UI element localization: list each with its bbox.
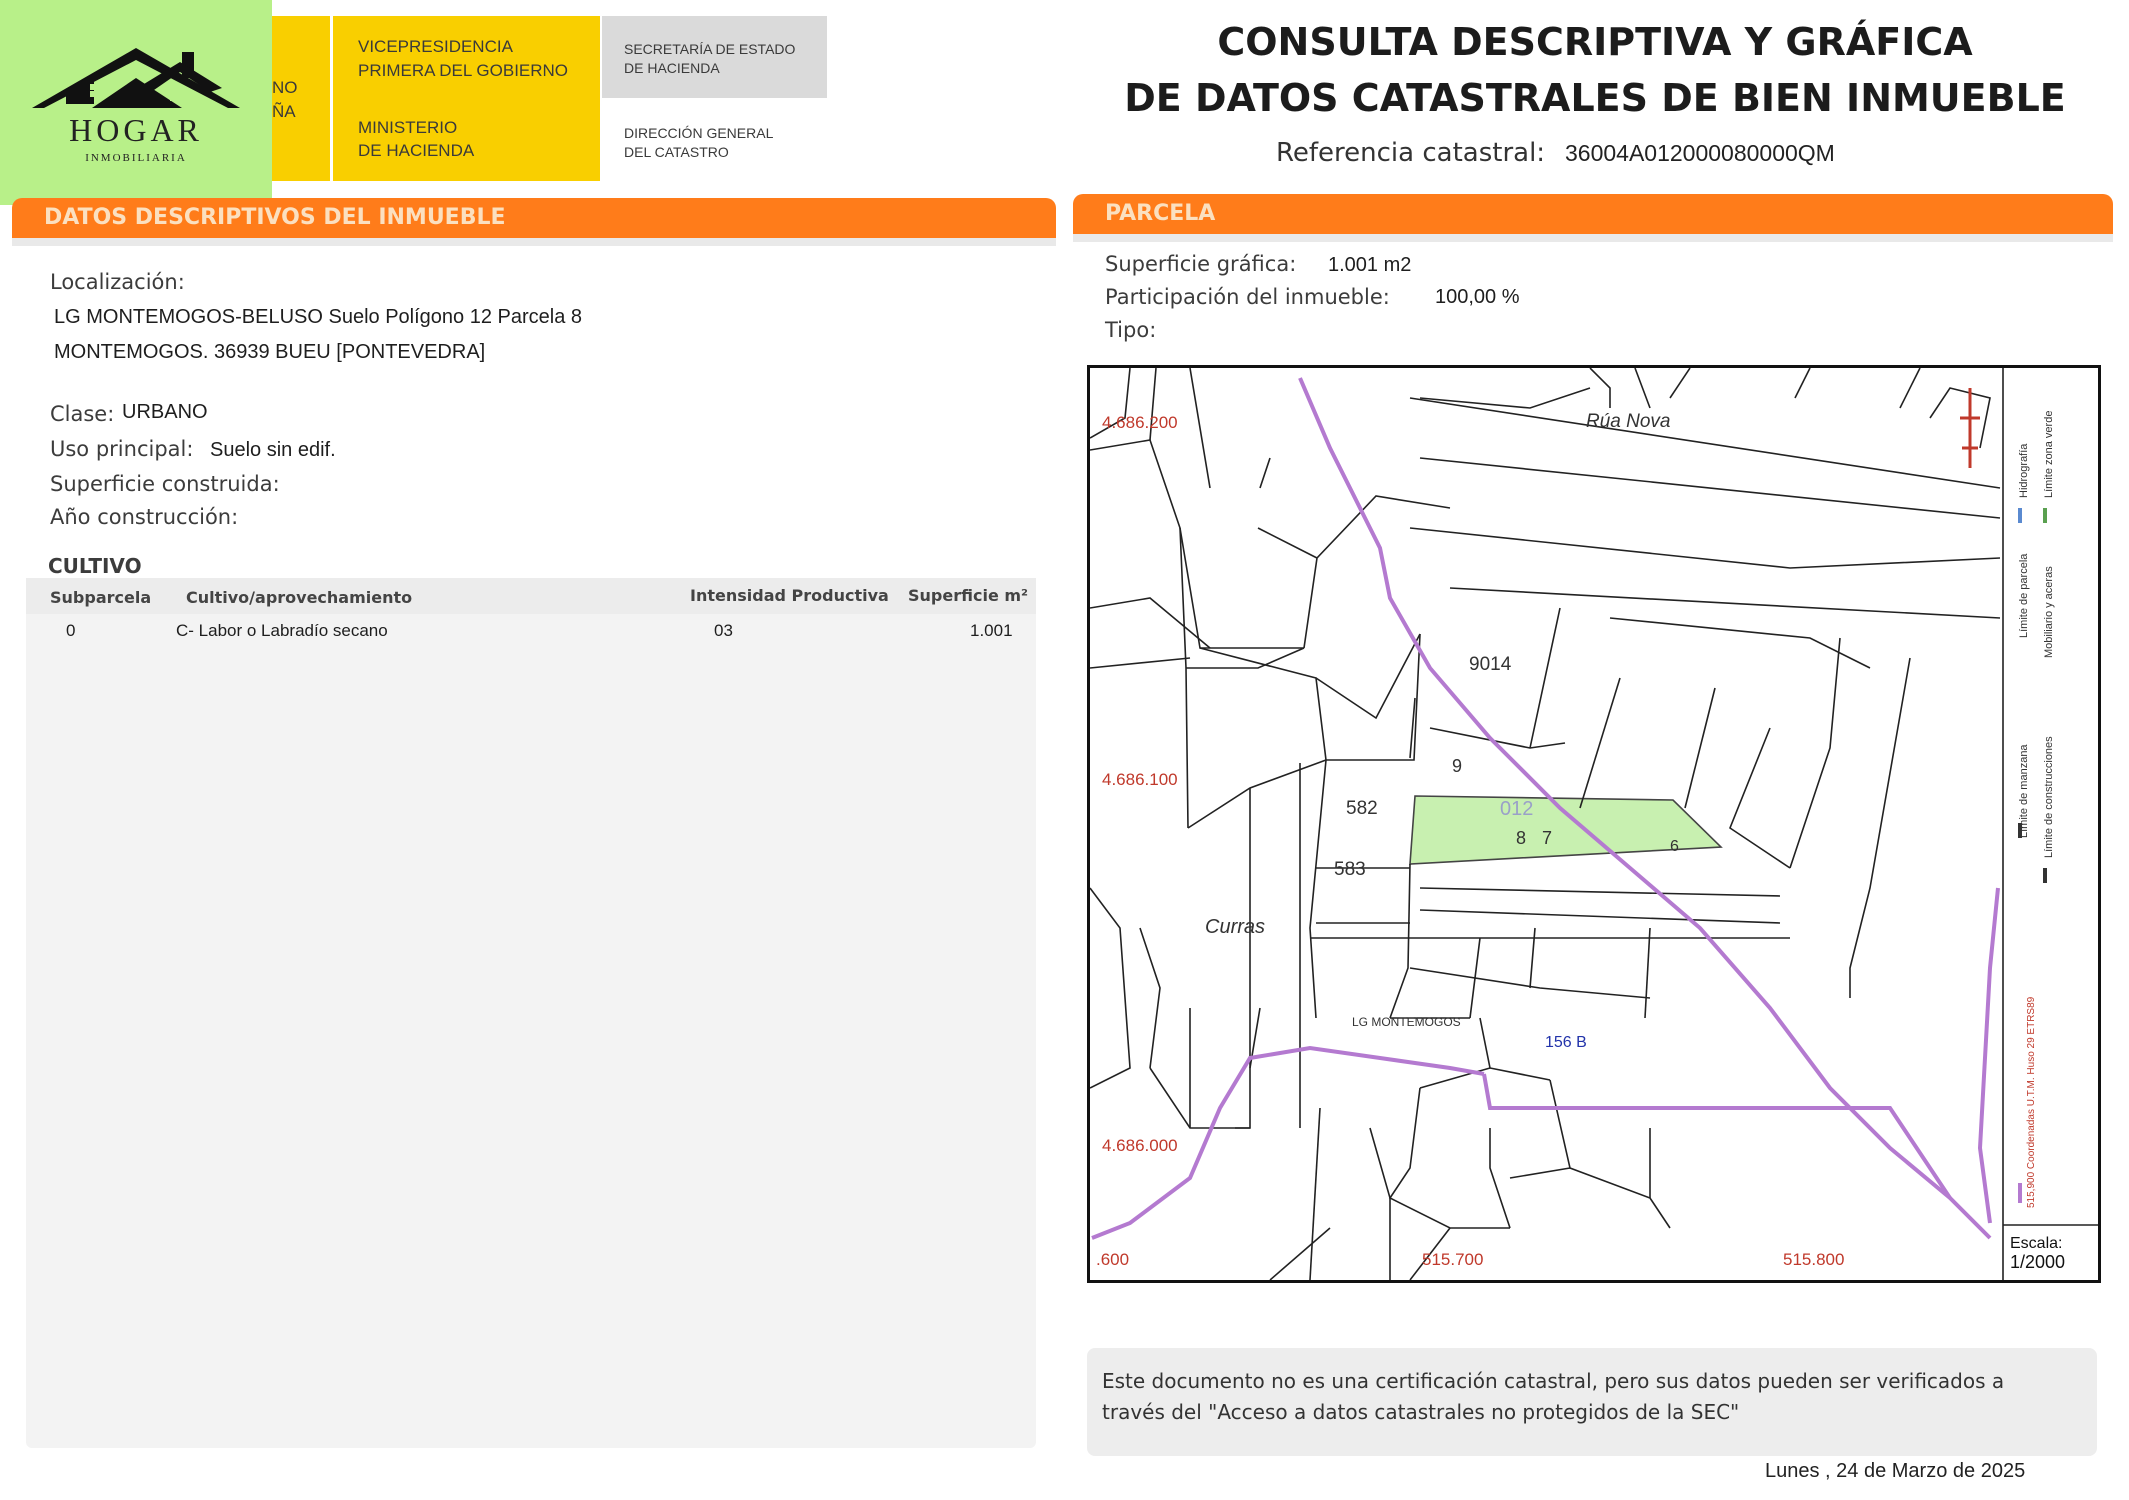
map-parcel-6: 6 [1670, 838, 1679, 855]
participacion-label: Participación del inmueble: [1105, 285, 1390, 309]
cell-intensidad: 03 [714, 621, 733, 640]
anio-construccion-label: Año construcción: [50, 505, 239, 529]
map-parcel-8: 8 [1516, 828, 1527, 848]
coords-note-text: 515,900 Coordenadas U.T.M. Huso 29 ETRS89 [2026, 996, 2037, 1208]
vicepresidencia-line2: PRIMERA DEL GOBIERNO [358, 61, 569, 80]
cell-subparcela: 0 [66, 621, 76, 640]
map-coord-x3: 515.800 [1783, 1250, 1845, 1269]
map-scale-value: 1/2000 [2010, 1252, 2066, 1272]
uso-principal-value: Suelo sin edif. [210, 439, 336, 461]
ref-catastral-label: Referencia catastral: [1276, 138, 1546, 168]
gov-partial-line2: ÑA [272, 102, 296, 121]
gov-partial-line1: NO [272, 78, 298, 97]
direccion-line1: DIRECCIÓN GENERAL [624, 125, 774, 141]
descriptivos-header-shadow [12, 238, 1056, 246]
col-subparcela: Subparcela [50, 588, 152, 607]
tipo-label: Tipo: [1105, 318, 1157, 342]
legend-construcciones: Límite de construcciones [2043, 736, 2055, 858]
map-coord-x1: .600 [1096, 1250, 1130, 1269]
superficie-construida-label: Superficie construida: [50, 472, 280, 496]
localizacion-label: Localización: [50, 270, 185, 294]
clase-label: Clase: [50, 402, 115, 426]
map-coord-x2: 515.700 [1422, 1250, 1484, 1269]
map-drawing [1090, 368, 2098, 1280]
disclaimer-line2: través del "Acceso a datos catastrales no protegidos de la SEC" [1102, 1400, 1740, 1424]
localizacion-line2: MONTEMOGOS. 36939 BUEU [PONTEVEDRA] [54, 341, 486, 363]
map-place-montemogos: LG MONTEMOGOS [1352, 1015, 1461, 1029]
ministerio-line2: DE HACIENDA [358, 141, 475, 160]
legend-zona-verde: Límite zona verde [2043, 410, 2055, 498]
map-parcel-9014: 9014 [1469, 654, 1512, 675]
logo-subtitle: INMOBILIARIA [85, 152, 187, 164]
secretaria-line1: SECRETARÍA DE ESTADO [624, 41, 796, 57]
disclaimer-text [1102, 1366, 2062, 1428]
localizacion-line1: LG MONTEMOGOS-BELUSO Suelo Polígono 12 Parcela 8 [54, 306, 582, 328]
disclaimer-line1: Este documento no es una certificación catastral, pero sus datos pueden ser verificados a [1102, 1369, 2005, 1393]
direccion-line2: DEL CATASTRO [624, 144, 729, 160]
map-scale-label: Escala: [2010, 1235, 2063, 1252]
ref-catastral-value: 36004A012000080000QM [1565, 140, 1835, 166]
ministerio-line1: MINISTERIO [358, 118, 458, 137]
cell-cultivo: C- Labor o Labradío secano [176, 621, 388, 640]
legend-mobiliario: Mobiliario y aceras [2043, 566, 2055, 658]
col-cultivo: Cultivo/aprovechamiento [186, 588, 413, 607]
cadastral-map [1087, 365, 2101, 1283]
map-road-label: 156 B [1545, 1034, 1587, 1051]
descriptivos-header [12, 198, 1056, 238]
vicepresidencia-line1: VICEPRESIDENCIA [358, 37, 513, 56]
map-place-curras: Curras [1205, 916, 1266, 938]
secretaria-line2: DE HACIENDA [624, 60, 720, 76]
clase-value: URBANO [122, 401, 208, 423]
map-parcel-7: 7 [1542, 828, 1553, 848]
col-superficie: Superficie m² [908, 586, 1029, 605]
cultivo-heading: CULTIVO [48, 554, 142, 578]
legend-parcela: Límite de parcela [2018, 553, 2030, 638]
gov-divider [330, 16, 333, 181]
uso-principal-label: Uso principal: [50, 437, 194, 461]
participacion-value: 100,00 % [1435, 286, 1520, 308]
col-intensidad: Intensidad Productiva [690, 586, 889, 605]
house-icon [32, 44, 240, 114]
map-parcel-583: 583 [1334, 859, 1366, 880]
parcela-heading: PARCELA [1105, 201, 1216, 226]
legend-hidrografia: Hidrografía [2018, 443, 2030, 498]
map-coord-y1: 4.686.200 [1102, 413, 1178, 432]
descriptivos-heading: DATOS DESCRIPTIVOS DEL INMUEBLE [44, 205, 506, 230]
map-coord-y3: 4.686.000 [1102, 1136, 1178, 1155]
page-title-line2: DE DATOS CATASTRALES DE BIEN INMUEBLE [1124, 76, 2066, 120]
cell-superficie: 1.001 [970, 621, 1013, 640]
cultivo-panel [26, 578, 1036, 1448]
map-parcel-9: 9 [1452, 756, 1463, 776]
map-parcel-582: 582 [1346, 798, 1378, 819]
superficie-grafica-label: Superficie gráfica: [1105, 252, 1297, 276]
legend-manzana: Límite de manzana [2018, 744, 2030, 838]
map-parcel-012: 012 [1500, 798, 1534, 820]
map-place-rua-nova: Rúa Nova [1586, 411, 1671, 432]
parcela-header [1073, 194, 2113, 234]
map-coord-y2: 4.686.100 [1102, 770, 1178, 789]
document-date: Lunes , 24 de Marzo de 2025 [1765, 1460, 2026, 1482]
logo-name: HOGAR [69, 112, 203, 148]
superficie-grafica-value: 1.001 m2 [1328, 254, 1412, 276]
hogar-logo [0, 0, 272, 205]
page-title-line1: CONSULTA DESCRIPTIVA Y GRÁFICA [1217, 20, 1973, 64]
parcela-header-shadow [1073, 234, 2113, 242]
